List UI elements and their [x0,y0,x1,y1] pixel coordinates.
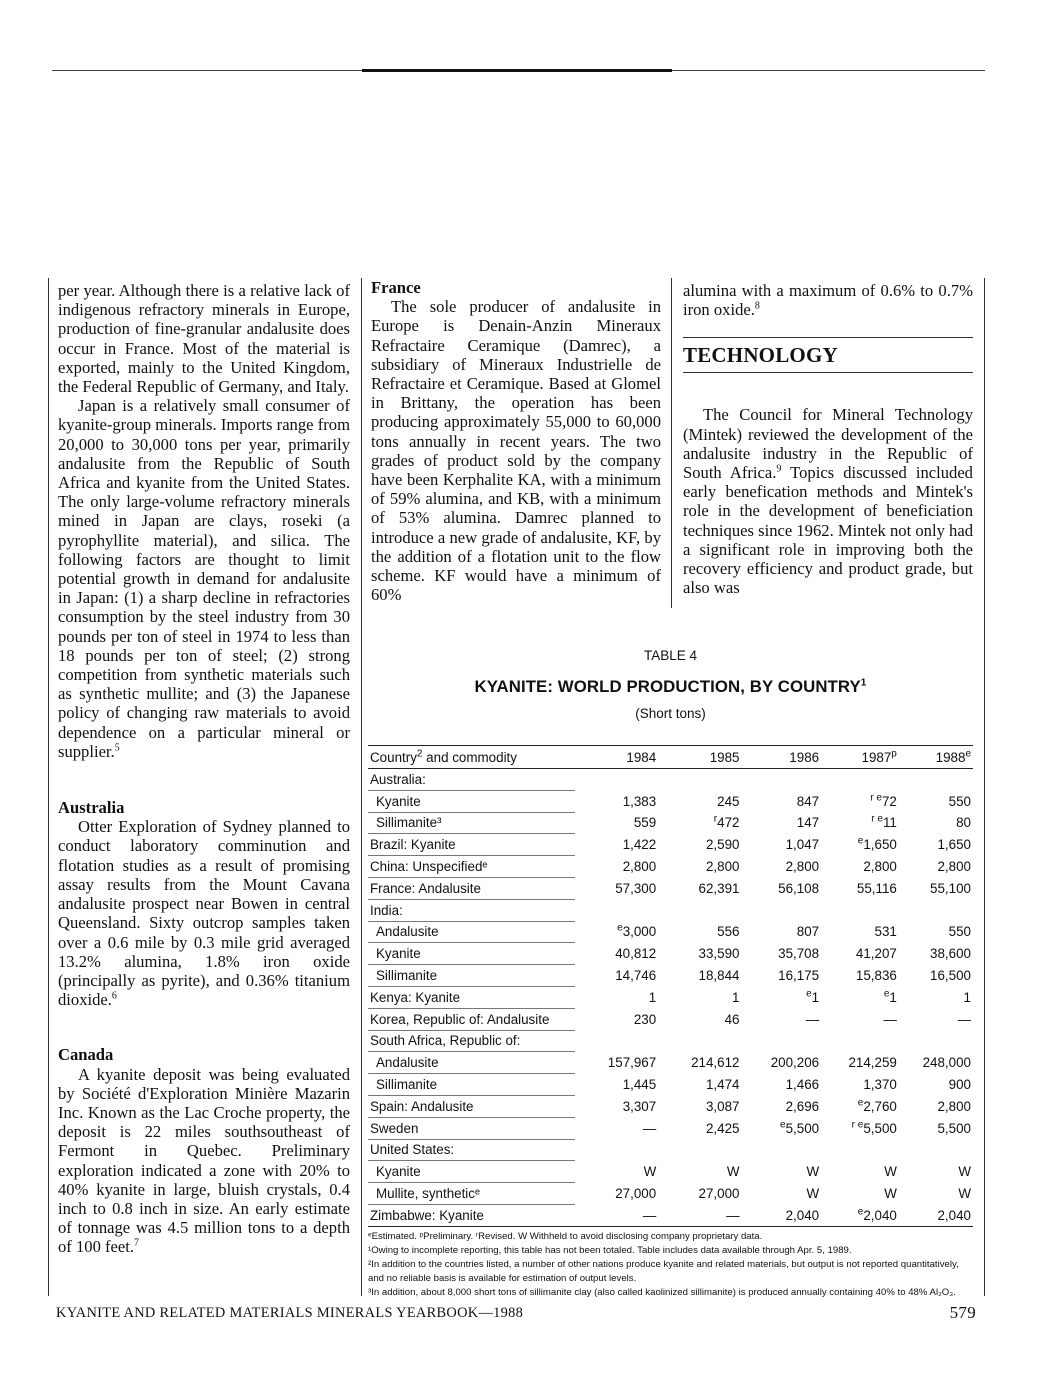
footnote-ref: e [883,988,890,1000]
column-1 [58,281,350,1257]
table-cell: $^e$2,040 [821,1204,899,1226]
table-cell: 62,391 [698,880,740,896]
heading-france: France [371,278,421,297]
column-header-country-tail: and commodity [422,749,517,765]
row-label: Australia: [368,769,575,791]
table-cell: 1,422 [622,837,657,853]
table-title-text: KYANITE: WORLD PRODUCTION, BY COUNTRY [474,677,861,696]
footnote-ref: 1 [860,677,867,689]
table-row [368,965,973,987]
row-label: India: [368,899,575,921]
table-cell [658,899,741,921]
table-cell: 46 [724,1011,740,1027]
table-cell: 900 [948,1077,971,1093]
table-cell: 16,500 [930,968,971,984]
table-row [368,1095,973,1117]
table-cell: — [642,1120,657,1136]
row-label: Andalusite [368,1052,575,1074]
table-row [368,1008,973,1030]
table-cell: 56,108 [778,880,820,896]
footnote-ref: r e [851,1119,864,1131]
table-row [368,1030,973,1052]
table-cell: 55,116 [856,880,897,896]
table-cell: 38,600 [930,946,971,962]
table-cell: $^e$3,000 [617,923,657,940]
paragraph-europe: per year. Although there is a relative lack of indigenous refractory minerals in Europe, production of fine-granular andalusite does occur in France. Most of the material is exported, mainly to the United Kingdom, the Federal Republic of Germany, and Italy. [58,281,350,397]
page-footer [56,1305,976,1322]
column-header-year: 1987$^p$ [821,746,899,769]
table-row [368,899,973,921]
running-footer: KYANITE AND RELATED MATERIALS MINERALS YEARBOOK—1988 [56,1305,524,1321]
table-cell: 57,300 [615,880,657,896]
table-cell: — [575,1204,658,1226]
table-body [368,769,973,1227]
table-cell: 157,967 [607,1055,657,1071]
table-row [368,790,973,812]
table-cell: $^{r e}$5,500 [851,1119,897,1136]
table-cell: $^r$472 [713,814,740,831]
table-cell [821,769,899,791]
section-rule [683,372,973,373]
paragraph-australia-text: Otter Exploration of Sydney planned to conduct laboratory comminution and flotation studies as a result of promising assay results from the Mount Cavana andalusite prospect near Bowen in central Queensland. Sixty outcrop samples taken over a 0.6 mile by 0.3 mile grid averaged 13.2% alumina, 1.8% iron oxide (principally as pyrite), and 0.36% titanium dioxide. [58,817,350,1010]
table-cell: 80 [956,815,971,831]
table-cell: 245 [717,793,740,809]
table-cell: W [884,1164,897,1180]
footnote-ref: 7 [134,1237,140,1249]
table-row [368,921,973,943]
paragraph-alumina-text: alumina with a maximum of 0.6% to 0.7% iron oxide. [683,281,973,320]
top-rule-accent [362,69,672,72]
table-cell: $^e$1,650 [857,835,897,853]
heading-canada: Canada [58,1045,114,1065]
table-subtitle: (Short tons) [635,706,706,721]
table-cell: $^e$1 [806,988,820,1005]
footnote-ref: e [806,988,812,1000]
column-header-year: 1985 [658,746,741,769]
row-label: Zimbabwe: Kyanite [368,1204,575,1226]
table-row [368,1183,973,1205]
table-cell: 1,383 [622,793,657,809]
row-label: South Africa, Republic of: [368,1030,575,1052]
table-cell [821,1139,899,1161]
table-row [368,877,973,899]
table-cell [821,899,899,921]
column-3 [683,281,973,597]
table-cell [741,1030,821,1052]
table-cell: 2,425 [705,1120,740,1136]
table-cell: 847 [796,793,820,809]
table-cell: 1 [648,989,657,1005]
paragraph-canada-text: A kyanite deposit was being evaluated by Société d'Exploration Minière Mazarin Inc. Known as the Lac Croche property, the deposit is 22 miles southsoutheast of Fermont in Quebec. Preliminary exploration indicated a zone with 20% to 40% kyanite in large, bluish crystals, 0.4 inch to 0.8 inch in size. An early estimate of tonnage was 4.5 million tons to a depth of 100 feet. [58,1064,350,1257]
table-cell: 2,800 [937,1098,971,1114]
table-cell [575,769,658,791]
column-divider-1 [361,278,362,1296]
table-cell: $^e$5,500 [780,1119,820,1136]
table-number: TABLE 4 [643,648,698,663]
table-cell: 55,100 [930,880,971,896]
table-cell: 2,590 [705,837,740,853]
table-row [368,1052,973,1074]
table-cell: 550 [948,793,971,809]
heading-australia: Australia [58,798,125,818]
footnote-ref: 5 [114,742,120,754]
table-cell: 16,175 [778,968,820,984]
table-cell: 1 [963,989,971,1005]
table-row [368,1139,973,1161]
table-cell: W [726,1164,740,1180]
section-rule [683,337,973,338]
table-header-row [368,746,973,769]
table-cell: 33,590 [698,946,740,962]
column-divider-right [984,278,985,1296]
table-cell: 1,466 [785,1077,820,1093]
footnote-ref: p [891,748,897,760]
table-cell: 807 [796,924,820,940]
table-cell: 41,207 [855,946,897,962]
row-label: Sillimanite [368,1074,575,1096]
table-cell [821,1030,899,1052]
table-cell: 14,746 [615,968,657,984]
table-notes [368,1230,973,1300]
heading-technology: TECHNOLOGY [683,343,838,368]
table-cell: W [806,1186,820,1202]
table-cell: 2,800 [863,859,897,875]
column-header-country-text: Country [370,749,417,765]
table-cell [741,1139,821,1161]
table-cell: — [957,1011,971,1027]
production-table-block [368,648,973,1300]
column-header-year: 1988e [899,746,973,769]
row-label: Kyanite [368,790,575,812]
footnote-ref: 2 [416,748,423,760]
table-cell [575,1139,658,1161]
table-cell: 1,370 [863,1077,897,1093]
table-cell [899,1139,973,1161]
table-title [368,677,973,697]
table-cell: $^e$1 [883,988,897,1005]
row-label: Mullite, syntheticᵉ [368,1183,575,1205]
row-label: China: Unspecifiedᵉ [368,856,575,878]
table-cell: 230 [633,1011,657,1027]
column-header-country [368,746,575,769]
table-note: ¹Owing to incomplete reporting, this table has not been totaled. Table includes data available through Apr. 5, 1989. [368,1244,852,1256]
row-label: Brazil: Kyanite [368,834,575,856]
table-row [368,812,973,834]
table-cell: 2,800 [937,859,971,875]
table-cell: 2,800 [785,859,820,875]
production-table [368,745,973,1227]
row-label: Spain: Andalusite [368,1095,575,1117]
table-row [368,986,973,1008]
row-label: Sillimanite [368,965,575,987]
table-cell: 1 [732,989,740,1005]
footnote-ref: e [857,835,864,847]
table-cell: W [958,1164,971,1180]
row-label: United States: [368,1139,575,1161]
table-cell: 18,844 [698,968,740,984]
table-cell: 3,087 [705,1098,740,1114]
table-cell [899,769,973,791]
paragraph-canada [58,1065,350,1257]
table-row [368,1117,973,1139]
table-row [368,769,973,791]
table-cell: 1,474 [705,1077,740,1093]
table-row [368,856,973,878]
table-cell: 35,708 [778,946,820,962]
table-cell: 214,612 [691,1055,740,1071]
table-cell: $^e$2,760 [857,1097,897,1114]
footnote-ref: e [965,748,971,760]
table-cell [658,1030,741,1052]
table-cell: 200,206 [770,1055,820,1071]
table-cell: 550 [948,924,971,940]
table-row [368,1161,973,1183]
paragraph-mintek [683,405,973,597]
footnote-ref: 6 [111,990,117,1002]
table-cell [899,899,973,921]
table-cell: 27,000 [615,1186,657,1202]
table-cell: W [958,1186,971,1202]
table-cell: $^{r e}$72 [870,792,897,809]
table-cell: 248,000 [922,1055,971,1071]
footnote-ref: r [713,814,718,826]
footnote-ref: e [857,1206,864,1218]
row-label: Kenya: Kyanite [368,986,575,1008]
column-divider-left [48,278,49,1296]
paragraph-mintek-text-a: The Council for Mineral Technology (Mintek) reviewed the development of the andalusite industry in the Republic of South Africa. [683,405,973,483]
table-cell [575,1030,658,1052]
table-note: ᵉEstimated. ᵖPreliminary. ʳRevised. W Withheld to avoid disclosing company proprietary data. [368,1230,763,1242]
table-row [368,1074,973,1096]
row-label: Sweden [368,1117,575,1139]
table-row [368,943,973,965]
table-cell: 2,696 [785,1098,820,1114]
footnote-ref: r e [870,792,882,804]
table-cell: 1,047 [785,837,820,853]
table-row [368,834,973,856]
table-cell: 214,259 [848,1055,897,1071]
table-cell: 15,836 [855,968,897,984]
footnote-ref: 8 [754,300,760,312]
paragraph-japan [58,396,350,761]
table-cell: — [883,1011,897,1027]
footnote-ref: e [857,1097,864,1109]
footnote-ref: e [780,1119,786,1131]
row-label: Sillimanite³ [368,812,575,834]
paragraph-france: The sole producer of andalusite in Europe is Denain-Anzin Mineraux Refractaire Ceramique (Damrec), a subsidiary of Mineraux Industrielle de Refractaire et Ceramique. Based at Glomel in Brittany, the operation has been producing approximately 55,000 to 60,000 tons annually in recent years. The two grades of product sold by the company have been Kerphalite KA, with a minimum of 59% alumina, and KB, with a minimum of 53% alumina. Damrec planned to introduce a new grade of andalusite, KF, by the addition of a flotation unit to the flow scheme. KF would have a minimum of 60% [371,297,661,605]
paragraph-australia [58,817,350,1009]
table-cell: 147 [796,815,820,831]
table-note: ²In addition to the countries listed, a number of other nations produce kyanite and related materials, but output is not reported quantitatively, and no reliable basis is available for estimation of output levels. [368,1258,959,1284]
table-cell: W [643,1164,657,1180]
column-header-year: 1986 [741,746,821,769]
table-cell: 1,650 [937,837,971,853]
footnote-ref: 9 [776,463,782,475]
table-cell [575,899,658,921]
table-cell [658,1139,741,1161]
table-cell: W [806,1164,820,1180]
table-cell: 40,812 [615,946,657,962]
footnote-ref: r e [871,814,883,826]
table-cell [741,769,821,791]
table-cell: — [658,1204,741,1226]
table-cell: 1,445 [622,1077,657,1093]
table-cell [741,899,821,921]
table-cell: 556 [717,924,740,940]
table-cell: 2,800 [622,859,657,875]
table-cell [899,1030,973,1052]
row-label: Andalusite [368,921,575,943]
column-header-year: 1984 [575,746,658,769]
row-label: Korea, Republic of: Andalusite [368,1008,575,1030]
table-cell: W [884,1186,897,1202]
paragraph-mintek-text-b: Topics discussed included early benefication methods and Mintek's role in the development of beneficiation techniques since 1962. Mintek not only had a significant role in improving both the recovery efficiency and product grade, but also was [683,463,973,598]
footnote-ref: e [617,923,623,934]
table-cell: 27,000 [698,1186,740,1202]
page-number: 579 [949,1303,976,1322]
table-cell: 2,800 [705,859,740,875]
table-row [368,1204,973,1226]
table-cell: 531 [874,924,897,940]
column-2 [371,278,661,604]
row-label: France: Andalusite [368,877,575,899]
table-cell [658,769,741,791]
paragraph-alumina [683,281,973,319]
column-divider-2 [671,278,672,608]
table-cell: 2,040 [899,1204,973,1226]
row-label: Kyanite [368,943,575,965]
table-note: ³In addition, about 8,000 short tons of sillimanite clay (also called kaolinized sillimanite) is produced annually containing 40% to 48% Al₂O₃. [368,1286,956,1298]
table-cell: 2,040 [741,1204,821,1226]
table-cell: $^{r e}$11 [871,814,897,831]
table-cell: 559 [633,815,657,831]
table-cell: 3,307 [622,1098,657,1114]
paragraph-japan-text: Japan is a relatively small consumer of kyanite-group minerals. Imports range from 20,000 to 30,000 tons per year, primarily andalusite from the Republic of South Africa and kyanite from the United States. The only large-volume refractory minerals mined in Japan are clays, roseki (a pyrophyllite material), and silica. The following factors are thought to limit potential growth in demand for andalusite in Japan: (1) a sharp decline in refractories consumption by the steel industry from 30 pounds per ton of steel in 1974 to less than 18 pounds per ton of steel; (2) strong competition from synthetic materials such as synthetic mullite; and (3) the Japanese policy of changing raw materials to avoid dependence on a particular mineral or supplier. [58,396,350,761]
table-cell: 5,500 [937,1120,971,1136]
row-label: Kyanite [368,1161,575,1183]
table-cell: — [805,1011,820,1027]
